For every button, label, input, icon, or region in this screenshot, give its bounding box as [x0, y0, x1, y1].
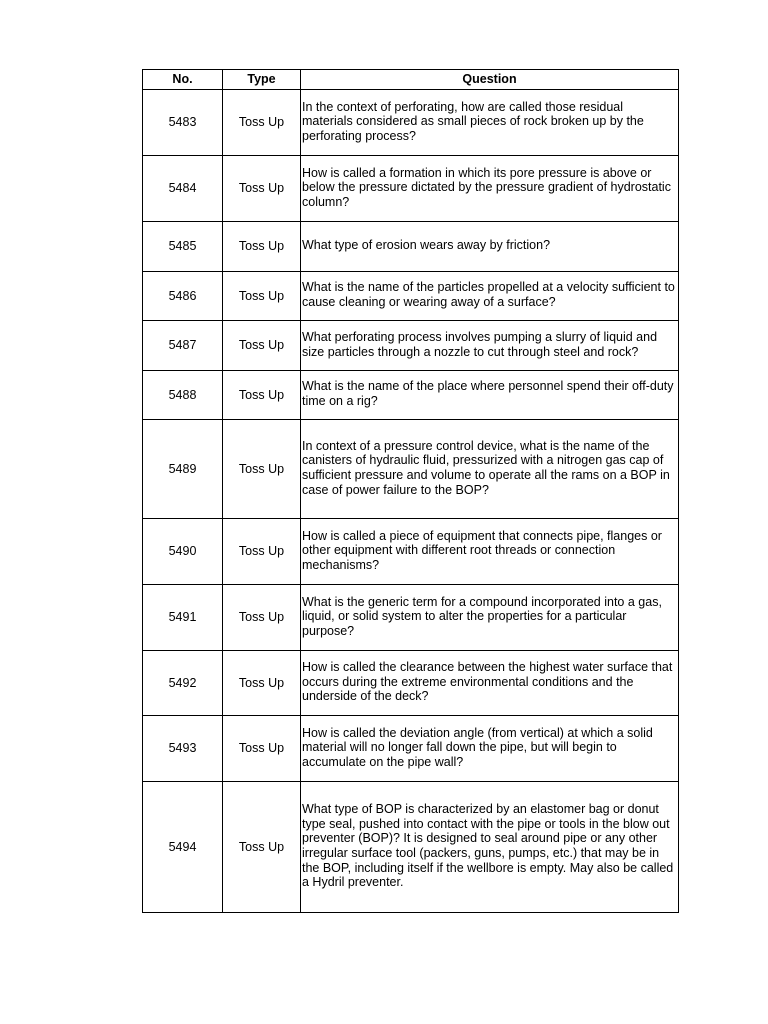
row-type: Toss Up	[223, 782, 301, 913]
table-row	[143, 585, 679, 651]
table-row	[143, 716, 679, 782]
row-number: 5491	[143, 585, 223, 651]
row-number: 5485	[143, 222, 223, 272]
row-number: 5494	[143, 782, 223, 913]
question-table	[142, 69, 679, 913]
table-row	[143, 519, 679, 585]
table-row	[143, 371, 679, 420]
row-type: Toss Up	[223, 651, 301, 716]
row-type: Toss Up	[223, 272, 301, 321]
row-type: Toss Up	[223, 222, 301, 272]
table-row	[143, 782, 679, 913]
table-row	[143, 651, 679, 716]
row-number: 5487	[143, 321, 223, 371]
row-question: What is the name of the particles propelled at a velocity sufficient to cause cleaning or wearing away of a surface?	[301, 272, 679, 321]
row-question: In context of a pressure control device, what is the name of the canisters of hydraulic fluid, pressurized with a nitrogen gas cap of sufficient pressure and volume to operate all the rams on a BOP in case of power failure to the BOP?	[301, 420, 679, 519]
row-type: Toss Up	[223, 420, 301, 519]
row-question: How is called the deviation angle (from vertical) at which a solid material will no longer fall down the pipe, but will begin to accumulate on the pipe wall?	[301, 716, 679, 782]
table-header-row	[143, 70, 679, 90]
row-type: Toss Up	[223, 156, 301, 222]
row-number: 5483	[143, 90, 223, 156]
table-row	[143, 90, 679, 156]
row-question: How is called the clearance between the highest water surface that occurs during the extreme environmental conditions and the underside of the deck?	[301, 651, 679, 716]
row-question: In the context of perforating, how are called those residual materials considered as small pieces of rock broken up by the perforating process?	[301, 90, 679, 156]
table-row	[143, 156, 679, 222]
row-number: 5488	[143, 371, 223, 420]
row-question: What type of erosion wears away by friction?	[301, 222, 679, 272]
header-question: Question	[301, 70, 679, 90]
row-number: 5492	[143, 651, 223, 716]
row-question: How is called a piece of equipment that connects pipe, flanges or other equipment with different root threads or connection mechanisms?	[301, 519, 679, 585]
table-row	[143, 272, 679, 321]
row-type: Toss Up	[223, 519, 301, 585]
row-number: 5493	[143, 716, 223, 782]
row-question: What perforating process involves pumping a slurry of liquid and size particles through a nozzle to cut through steel and rock?	[301, 321, 679, 371]
table-row	[143, 420, 679, 519]
row-type: Toss Up	[223, 585, 301, 651]
row-question: What type of BOP is characterized by an elastomer bag or donut type seal, pushed into contact with the pipe or tools in the blow out preventer (BOP)? It is designed to seal around pipe or any other irregular surface tool (packers, guns, pumps, etc.) that may be in the BOP, including itself if the wellbore is empty. May also be called a Hydril preventer.	[301, 782, 679, 913]
header-no: No.	[143, 70, 223, 90]
row-question: How is called a formation in which its pore pressure is above or below the pressure dictated by the pressure gradient of hydrostatic column?	[301, 156, 679, 222]
row-number: 5490	[143, 519, 223, 585]
row-type: Toss Up	[223, 371, 301, 420]
row-number: 5489	[143, 420, 223, 519]
row-number: 5484	[143, 156, 223, 222]
row-question: What is the generic term for a compound incorporated into a gas, liquid, or solid system to alter the properties for a particular purpose?	[301, 585, 679, 651]
row-number: 5486	[143, 272, 223, 321]
row-type: Toss Up	[223, 321, 301, 371]
table-row	[143, 321, 679, 371]
table-row	[143, 222, 679, 272]
row-question: What is the name of the place where personnel spend their off-duty time on a rig?	[301, 371, 679, 420]
row-type: Toss Up	[223, 90, 301, 156]
header-type: Type	[223, 70, 301, 90]
row-type: Toss Up	[223, 716, 301, 782]
